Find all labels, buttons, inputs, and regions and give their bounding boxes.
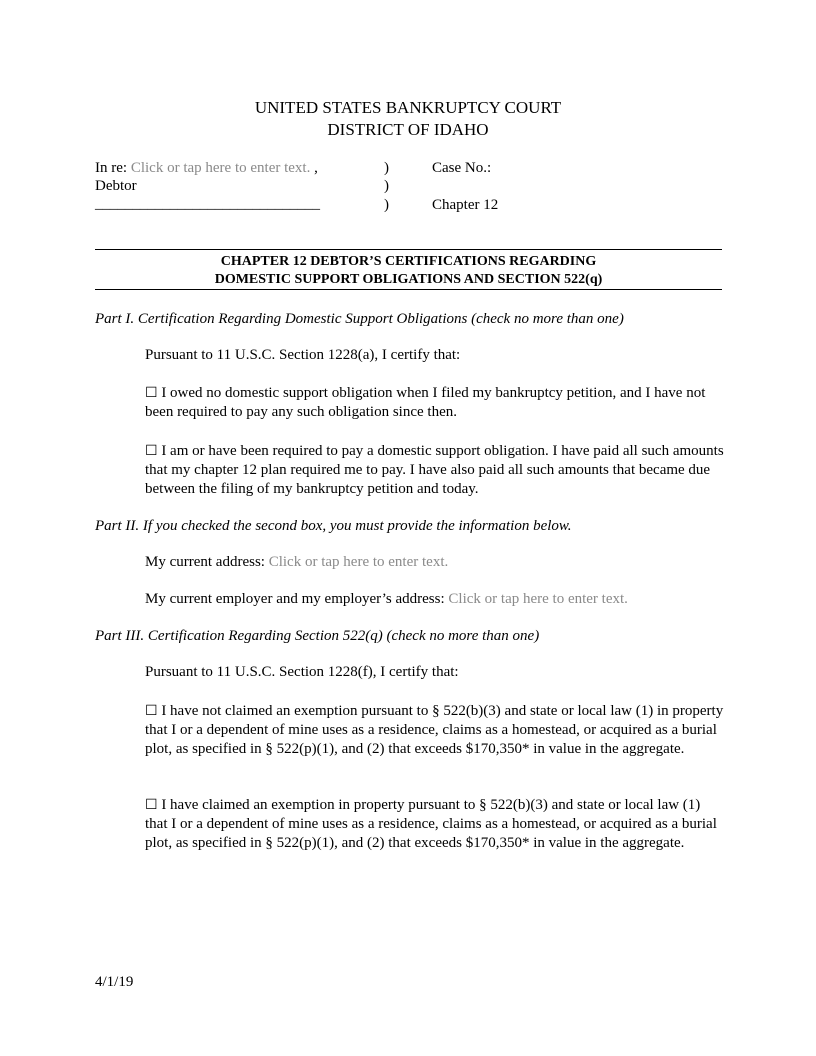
comma: ,: [314, 160, 318, 176]
address-label: My current address:: [145, 554, 265, 570]
employer-line: [145, 590, 628, 609]
part1-heading: Part I. Certification Regarding Domestic Support Obligations (check no more than one): [95, 311, 624, 327]
part1-option2-checkbox[interactable]: ☐: [145, 443, 158, 459]
address-field[interactable]: Click or tap here to enter text.: [268, 554, 449, 570]
part3-heading: Part III. Certification Regarding Section 522(q) (check no more than one): [95, 628, 540, 644]
part3-option2-text: I have claimed an exemption in property pursuant to § 522(b)(3) and state or local law (1) that I or a dependent of mine uses as a residence, claims as a homestead, or acquired as a burial plot, as specified in § 522(p)(1), and (2) that exceeds $170,350* in value in the aggregate.: [145, 797, 717, 851]
caption-paren-3: ): [384, 197, 389, 213]
part3-option1-checkbox[interactable]: ☐: [145, 703, 158, 719]
caption-paren-2: ): [384, 178, 389, 194]
court-name: UNITED STATES BANKRUPTCY COURT: [254, 98, 562, 117]
part3-option2: [145, 796, 725, 853]
part1-option1: [145, 384, 725, 422]
part1-option1-text: I owed no domestic support obligation when I filed my bankruptcy petition, and I have not been required to pay any such obligation since then.: [145, 385, 706, 420]
footer-date: 4/1/19: [95, 974, 134, 990]
case-no-label: Case No.:: [432, 160, 492, 176]
part3-option1: [145, 702, 725, 759]
employer-label: My current employer and my employer’s address:: [145, 591, 445, 607]
title-top-rule: [95, 249, 722, 250]
in-re-line: [95, 159, 318, 178]
court-district: DISTRICT OF IDAHO: [327, 120, 489, 139]
part3-option1-text: I have not claimed an exemption pursuant to § 522(b)(3) and state or local law (1) in property that I or a dependent of mine uses as a residence, claims as a homestead, or acquired as a burial plot, as specified in § 522(p)(1), and (2) that exceeds $170,350* in value in the aggregate.: [145, 703, 724, 757]
chapter-label: Chapter 12: [432, 197, 499, 213]
debtor-name-field[interactable]: Click or tap here to enter text.: [130, 160, 311, 176]
part2-heading: Part II. If you checked the second box, you must provide the information below.: [95, 518, 572, 534]
part1-option2-text: I am or have been required to pay a domestic support obligation. I have paid all such amounts that my chapter 12 plan required me to pay. I have also paid all such amounts that became due between the filing of my bankruptcy petition and today.: [145, 443, 724, 497]
part1-option2: [145, 442, 725, 499]
signature-blank-line: ______________________________: [95, 196, 320, 212]
part3-option2-checkbox[interactable]: ☐: [145, 797, 158, 813]
part3-intro: Pursuant to 11 U.S.C. Section 1228(f), I certify that:: [145, 664, 459, 680]
debtor-label: Debtor: [95, 178, 137, 194]
caption-paren-1: ): [384, 160, 389, 176]
employer-field[interactable]: Click or tap here to enter text.: [448, 591, 628, 607]
address-line: [145, 553, 448, 572]
title-bottom-rule: [95, 289, 722, 290]
part1-option1-checkbox[interactable]: ☐: [145, 385, 158, 401]
part1-intro: Pursuant to 11 U.S.C. Section 1228(a), I certify that:: [145, 347, 461, 363]
document-title-line2: DOMESTIC SUPPORT OBLIGATIONS AND SECTION 522(q): [214, 272, 603, 287]
in-re-label: In re:: [95, 160, 128, 176]
document-title-line1: CHAPTER 12 DEBTOR’S CERTIFICATIONS REGARDING: [220, 254, 597, 269]
